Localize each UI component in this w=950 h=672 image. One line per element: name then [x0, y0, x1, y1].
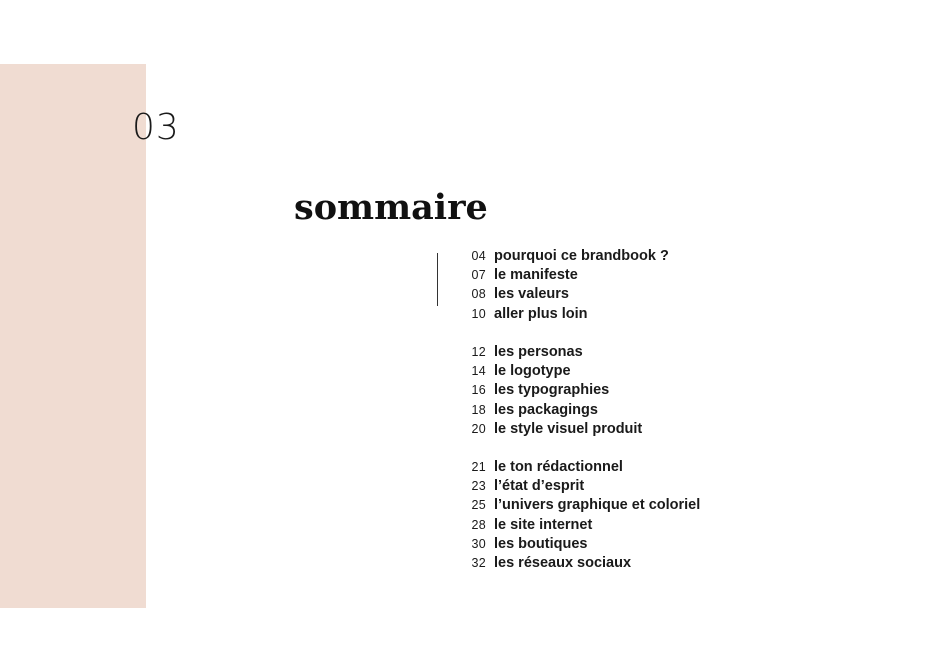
toc-page-number: 20 [471, 421, 486, 436]
toc-item[interactable] [458, 554, 700, 573]
toc-page-number: 28 [471, 517, 486, 532]
page-number: 03 [132, 107, 180, 148]
toc-label: le site internet [494, 516, 593, 533]
toc-page-number: 30 [471, 536, 486, 551]
toc-item[interactable] [458, 401, 700, 420]
toc-item[interactable] [458, 247, 700, 266]
toc-item[interactable] [458, 420, 700, 439]
toc-label: pourquoi ce brandbook ? [494, 248, 669, 264]
toc-item[interactable] [458, 458, 700, 477]
toc-group-3 [458, 458, 700, 573]
toc-page-number: 04 [471, 249, 486, 263]
toc-item[interactable] [458, 362, 700, 381]
toc-label: l’univers graphique et coloriel [494, 497, 701, 514]
toc-label: les packagings [494, 401, 598, 418]
toc-label: le style visuel produit [494, 420, 643, 437]
toc-label: les personas [494, 343, 583, 360]
toc-page-number: 12 [471, 344, 486, 359]
toc-item[interactable] [458, 496, 700, 515]
toc-item[interactable] [458, 285, 700, 304]
toc-label: les typographies [494, 382, 610, 399]
side-color-band [0, 64, 146, 608]
toc-item[interactable] [458, 381, 700, 400]
toc-page-number: 10 [471, 306, 486, 321]
toc-label: les réseaux sociaux [494, 555, 632, 571]
toc-label: le logotype [494, 363, 571, 380]
toc-page-number: 14 [471, 364, 486, 379]
toc-item[interactable] [458, 477, 700, 496]
toc-page-number: 25 [471, 498, 486, 513]
toc-group-2 [458, 343, 700, 439]
vertical-divider [437, 253, 438, 306]
toc-label: le ton rédactionnel [494, 459, 623, 476]
toc-page-number: 16 [471, 383, 486, 398]
toc-item[interactable] [458, 305, 700, 324]
toc-item[interactable] [458, 343, 700, 362]
toc-group-1 [458, 247, 700, 324]
toc-page-number: 18 [471, 402, 486, 417]
toc-page-number: 23 [471, 479, 486, 494]
toc-label: le manifeste [494, 267, 578, 284]
toc-page-number: 07 [471, 268, 486, 283]
toc-item[interactable] [458, 266, 700, 285]
toc-label: les boutiques [494, 535, 588, 552]
toc-page-number: 08 [471, 287, 486, 302]
page-title: sommaire [294, 187, 488, 228]
toc-label: l’état d’esprit [494, 478, 585, 495]
toc-item[interactable] [458, 535, 700, 554]
table-of-contents [458, 247, 700, 592]
toc-page-number: 21 [471, 460, 486, 475]
toc-label: aller plus loin [494, 305, 588, 322]
toc-item[interactable] [458, 516, 700, 535]
toc-page-number: 32 [471, 556, 486, 570]
toc-label: les valeurs [494, 286, 569, 303]
